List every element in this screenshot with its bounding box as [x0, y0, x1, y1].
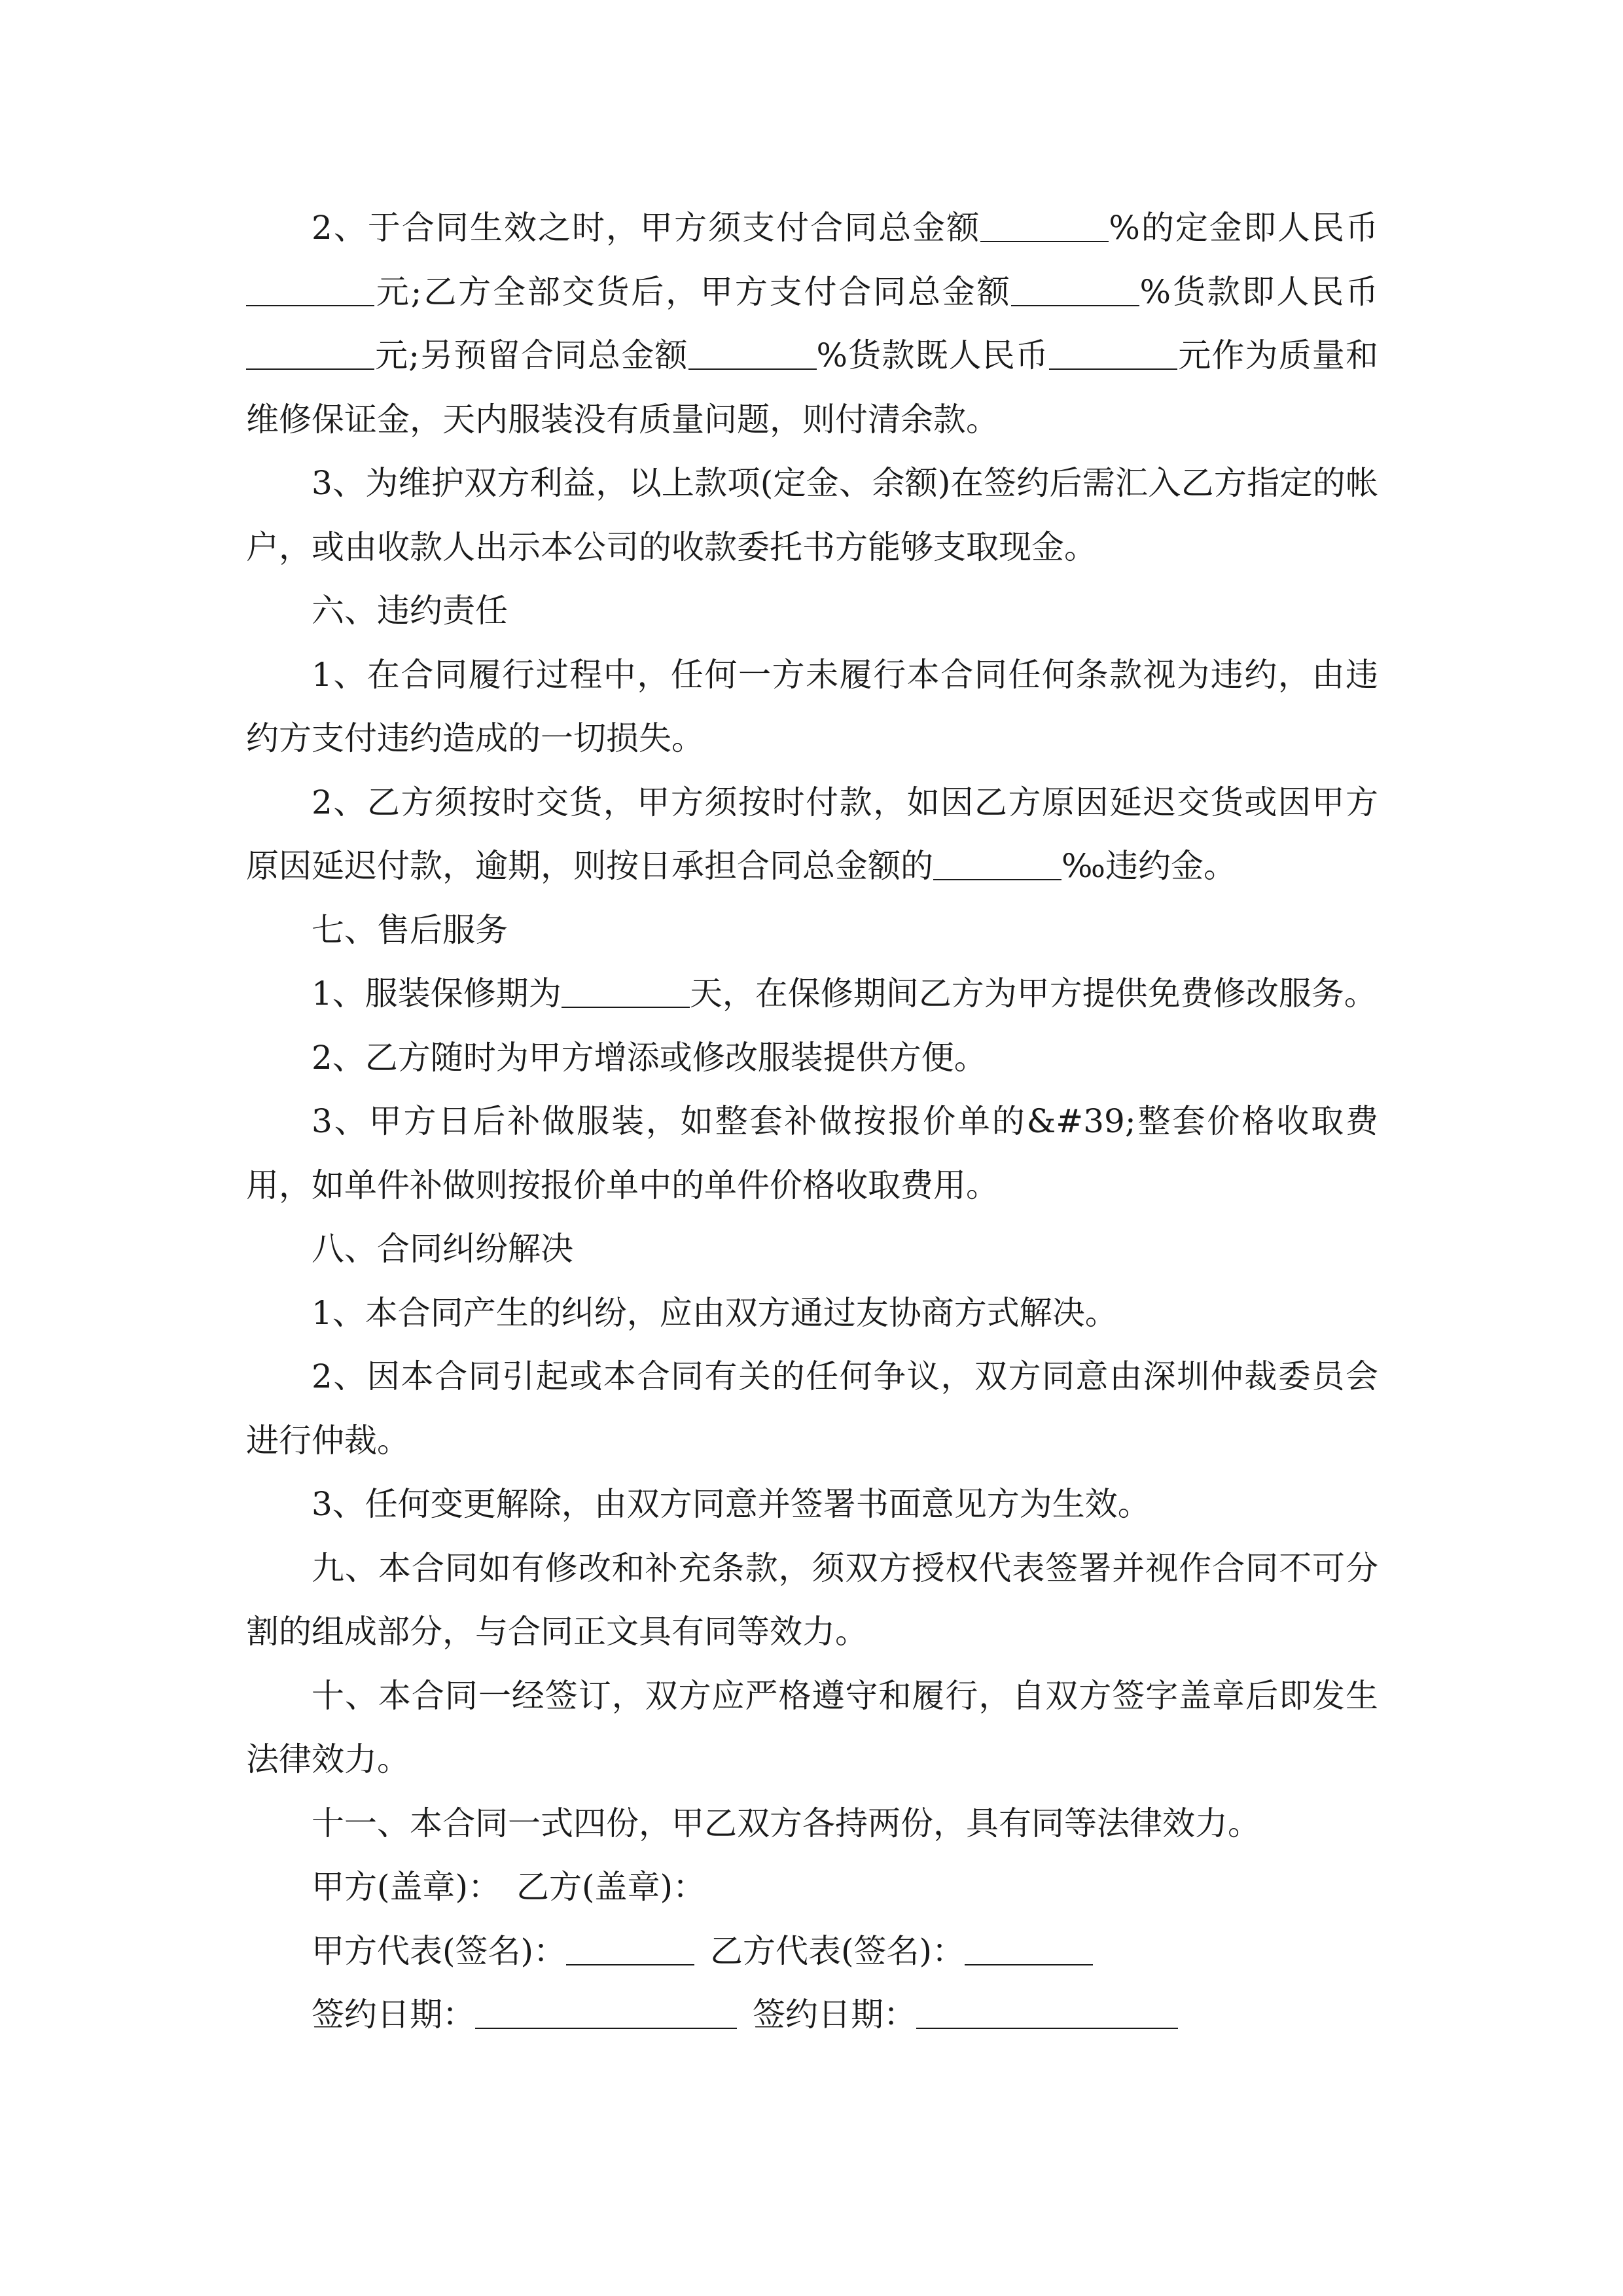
- party-b-seal-label: 乙方(盖章)：: [516, 1868, 706, 1906]
- clause-after-sales-2: 2、乙方随时为甲方增添或修改服装提供方便。: [312, 1038, 987, 1077]
- clause-nine: 九、本合同如有修改和补充条款，须双方授权代表签署并视作合同不可分割的组成部分，与合同正文具有同等效力。: [246, 1549, 1378, 1651]
- party-a-seal-label: 甲方(盖章)：: [312, 1868, 501, 1906]
- contract-body: [246, 196, 1378, 2047]
- section-heading-disputes: 八、合同纠纷解决: [312, 1230, 573, 1268]
- blank-line[interactable]: [933, 846, 1061, 880]
- clause-after-sales-3: 3、甲方日后补做服装，如整套补做按报价单的&#39;整套价格收取费用，如单件补做则按报价单中的单件价格收取费用。: [246, 1102, 1378, 1204]
- blank-line[interactable]: [246, 272, 374, 306]
- signature-seal-row: [246, 1856, 1378, 1920]
- clause-after-sales-1: 1、服装保修期为 天，在保修期间乙方为甲方提供免费修改服务。: [312, 975, 1377, 1013]
- clause-disputes-1: 1、本合同产生的纠纷，应由双方通过友协商方式解决。: [312, 1293, 1118, 1332]
- clause-disputes-2: 2、因本合同引起或本合同有关的任何争议，双方同意由深圳仲裁委员会进行仲裁。: [246, 1357, 1378, 1460]
- blank-line[interactable]: [562, 974, 690, 1008]
- party-b-rep-label: 乙方代表(签名)：: [710, 1931, 965, 1970]
- blank-line[interactable]: [1049, 336, 1177, 370]
- clause-liability-1: 1、在合同履行过程中，任何一方未履行本合同任何条款视为违约，由违约方支付违约造成的一切损失。: [246, 655, 1378, 757]
- party-b-date-blank[interactable]: [916, 1995, 1178, 2029]
- clause-payment-2: 2、于合同生效之时，甲方须支付合同总金额 %的定金即人民币元;乙方全部交货后，甲方支付合同总金额 %货款即人民币元;另预留合同总金额 %货款既人民币 元作为质量和维修保证金，天内服装没有质量问题，则付清余款。: [246, 209, 1378, 439]
- blank-line[interactable]: [1011, 272, 1139, 306]
- section-heading-liability: 六、违约责任: [312, 592, 508, 630]
- party-b-rep-blank[interactable]: [965, 1931, 1093, 1965]
- party-b-date-label: 签约日期：: [753, 1996, 916, 2034]
- clause-eleven: 十一、本合同一式四份，甲乙双方各持两份，具有同等法律效力。: [312, 1804, 1260, 1842]
- blank-line[interactable]: [246, 336, 374, 370]
- clause-payment-3: 3、为维护双方利益，以上款项(定金、余额)在签约后需汇入乙方指定的帐户，或由收款人出示本公司的收款委托书方能够支取现金。: [246, 464, 1378, 566]
- clause-ten: 十、本合同一经签订，双方应严格遵守和履行，自双方签字盖章后即发生法律效力。: [246, 1676, 1378, 1778]
- party-a-date-label: 签约日期：: [312, 1996, 475, 2034]
- signature-rep-row: [246, 1920, 1378, 1984]
- blank-line[interactable]: [980, 208, 1109, 242]
- clause-liability-2: 2、乙方须按时交货，甲方须按时付款，如因乙方原因延迟交货或因甲方原因延迟付款，逾期，则按日承担合同总金额的 ‰违约金。: [246, 783, 1378, 885]
- party-a-date-blank[interactable]: [475, 1995, 737, 2029]
- party-a-rep-blank[interactable]: [566, 1931, 694, 1965]
- blank-line[interactable]: [688, 336, 817, 370]
- section-heading-after-sales: 七、售后服务: [312, 910, 508, 949]
- signature-date-row: [246, 1983, 1378, 2047]
- party-a-rep-label: 甲方代表(签名)：: [312, 1931, 567, 1970]
- clause-disputes-3: 3、任何变更解除，由双方同意并签署书面意见方为生效。: [312, 1485, 1150, 1523]
